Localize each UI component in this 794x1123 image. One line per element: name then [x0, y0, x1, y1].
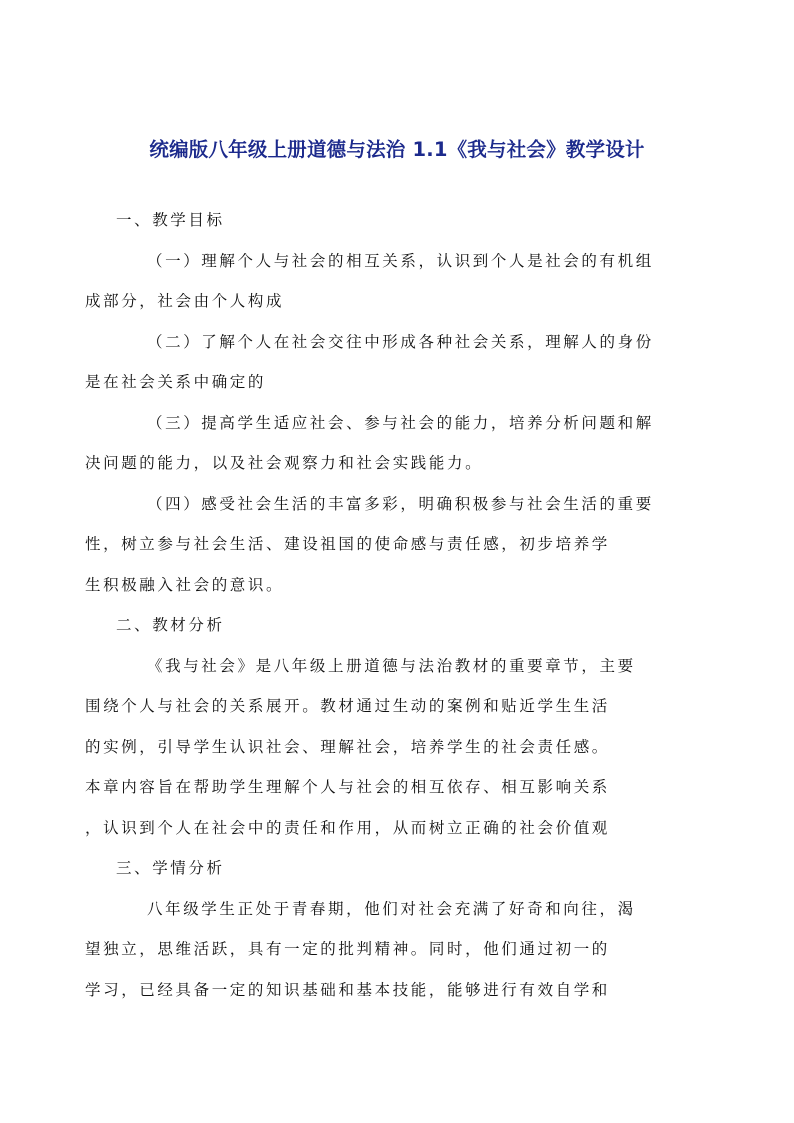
- paragraph: [85, 646, 676, 849]
- document-title: 统编版八年级上册道德与法治 1.1《我与社会》教学设计: [149, 138, 645, 161]
- section-heading-objectives: 一、教学目标: [116, 211, 225, 229]
- text-line: 生积极融入社会的意识。: [85, 575, 285, 594]
- text-line: ，认识到个人在社会中的责任和作用，从而树立正确的社会价值观: [85, 818, 610, 837]
- text-line: 成部分，社会由个人构成: [85, 292, 285, 310]
- paragraph: [85, 889, 676, 1011]
- paragraph: [85, 484, 676, 606]
- section-heading-textbook-analysis: 二、教材分析: [116, 616, 225, 634]
- text-line: 本章内容旨在帮助学生理解个人与社会的相互依存、相互影响关系: [85, 778, 610, 796]
- paragraph: [85, 241, 676, 322]
- document-body: [85, 200, 676, 1010]
- text-line: 决问题的能力，以及社会观察力和社会实践能力。: [85, 454, 484, 472]
- text-line: （一）理解个人与社会的相互关系，认识到个人是社会的有机组: [147, 251, 654, 270]
- text-line: 望独立，思维活跃，具有一定的批判精神。同时，他们通过初一的: [85, 940, 610, 958]
- text-line: 性，树立参与社会生活、建设祖国的使命感与责任感，初步培养学: [85, 535, 610, 553]
- text-line: 是在社会关系中确定的: [85, 373, 267, 391]
- section-heading-student-analysis: 三、学情分析: [116, 859, 225, 877]
- text-line: 学习，已经具备一定的知识基础和基本技能，能够进行有效自学和: [85, 980, 610, 999]
- text-line: （四）感受社会生活的丰富多彩，明确积极参与社会生活的重要: [147, 494, 654, 513]
- text-line: （二）了解个人在社会交往中形成各种社会关系，理解人的身份: [147, 332, 654, 351]
- text-line: 八年级学生正处于青春期，他们对社会充满了好奇和向往，渴: [147, 899, 636, 918]
- text-line: 《我与社会》是八年级上册道德与法治教材的重要章节，主要: [147, 656, 636, 675]
- paragraph: [85, 322, 676, 403]
- paragraph: [85, 403, 676, 484]
- text-line: 围绕个人与社会的关系展开。教材通过生动的案例和贴近学生生活: [85, 697, 610, 715]
- text-line: 的实例，引导学生认识社会、理解社会，培养学生的社会责任感。: [85, 737, 610, 756]
- text-line: （三）提高学生适应社会、参与社会的能力，培养分析问题和解: [147, 413, 654, 432]
